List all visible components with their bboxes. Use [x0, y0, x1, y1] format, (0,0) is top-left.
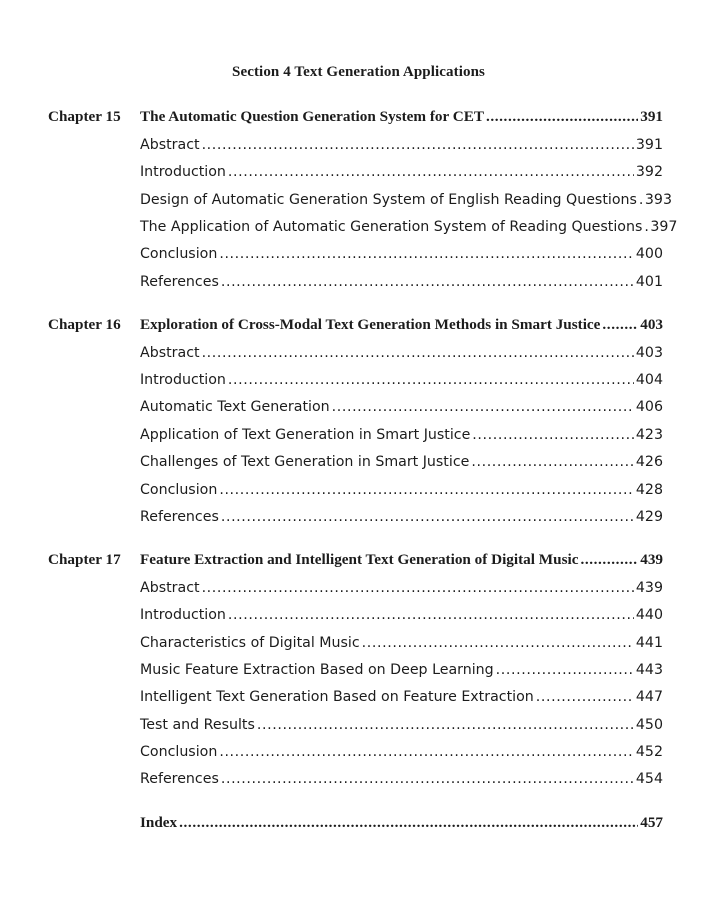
index-title: Index — [140, 814, 178, 831]
toc-entry — [140, 633, 663, 653]
chapter-16-number: Chapter 16 — [48, 316, 121, 333]
entry-title: Introduction — [140, 607, 226, 623]
page-number: 457 — [640, 814, 663, 831]
chapter-15-number: Chapter 15 — [48, 108, 121, 125]
chapter-16-title-row — [140, 315, 663, 335]
toc-entry — [140, 135, 663, 155]
dot-leader — [228, 605, 634, 625]
dot-leader — [332, 397, 634, 417]
entry-title: The Application of Automatic Generation System of Reading Questions — [140, 219, 643, 235]
dot-leader — [202, 135, 634, 155]
toc-entry — [140, 715, 663, 735]
toc-entry — [140, 217, 678, 237]
entry-title: Abstract — [140, 137, 200, 153]
dot-leader — [471, 452, 634, 472]
entry-title: Abstract — [140, 580, 200, 596]
dot-leader — [221, 272, 634, 292]
dot-leader — [257, 715, 634, 735]
toc-entry — [140, 370, 663, 390]
entry-title: Abstract — [140, 345, 200, 361]
chapter-title: Exploration of Cross-Modal Text Generation Methods in Smart Justice — [140, 316, 601, 333]
entry-title: Intelligent Text Generation Based on Feature Extraction — [140, 689, 534, 705]
toc-entry — [140, 480, 663, 500]
page-number: 429 — [635, 509, 663, 525]
page-number: 441 — [635, 635, 663, 651]
entry-title: Characteristics of Digital Music — [140, 635, 360, 651]
toc-entry — [140, 397, 663, 417]
dot-leader — [219, 480, 634, 500]
page-number: 443 — [635, 662, 663, 678]
entry-title: Introduction — [140, 372, 226, 388]
dot-leader — [179, 813, 638, 833]
page-number: 403 — [640, 316, 663, 333]
entry-title: Music Feature Extraction Based on Deep Learning — [140, 662, 494, 678]
page-number: 406 — [635, 399, 663, 415]
toc-entry — [140, 343, 663, 363]
toc-entry — [140, 162, 663, 182]
page-number: 452 — [635, 744, 663, 760]
entry-title: References — [140, 274, 219, 290]
entry-title: Conclusion — [140, 482, 218, 498]
dot-leader — [228, 370, 634, 390]
dot-leader — [580, 550, 638, 570]
toc-entry — [140, 660, 663, 680]
toc-entry — [140, 244, 663, 264]
toc-entry — [140, 769, 663, 789]
entry-title: Automatic Text Generation — [140, 399, 330, 415]
toc-entry — [140, 578, 663, 598]
dot-leader — [362, 633, 634, 653]
dot-leader — [221, 507, 634, 527]
toc-entry — [140, 425, 663, 445]
entry-title: Design of Automatic Generation System of English Reading Questions — [140, 192, 637, 208]
dot-leader — [228, 162, 634, 182]
page-number: 426 — [635, 454, 663, 470]
dot-leader — [639, 190, 643, 210]
toc-entry — [140, 687, 663, 707]
page-number: 391 — [635, 137, 663, 153]
dot-leader — [202, 343, 634, 363]
dot-leader — [486, 107, 638, 127]
chapter-17-number: Chapter 17 — [48, 551, 121, 568]
page-number: 391 — [640, 108, 663, 125]
toc-entry — [140, 452, 663, 472]
page-number: 403 — [635, 345, 663, 361]
entry-title: Conclusion — [140, 246, 218, 262]
page-number: 397 — [650, 219, 678, 235]
entry-title: Introduction — [140, 164, 226, 180]
dot-leader — [472, 425, 634, 445]
toc-entry — [140, 742, 663, 762]
page-number: 423 — [635, 427, 663, 443]
toc-entry — [140, 605, 663, 625]
toc-entry — [140, 190, 672, 210]
page-number: 404 — [635, 372, 663, 388]
dot-leader — [536, 687, 634, 707]
dot-leader — [496, 660, 634, 680]
page-number: 392 — [635, 164, 663, 180]
chapter-title: Feature Extraction and Intelligent Text Generation of Digital Music — [140, 551, 579, 568]
page-number: 428 — [635, 482, 663, 498]
dot-leader — [221, 769, 634, 789]
dot-leader — [219, 244, 634, 264]
toc-entry — [140, 507, 663, 527]
toc-entry — [140, 272, 663, 292]
entry-title: Test and Results — [140, 717, 255, 733]
chapter-title: The Automatic Question Generation System for CET — [140, 108, 484, 125]
page-number: 440 — [635, 607, 663, 623]
dot-leader — [602, 315, 638, 335]
index-row — [140, 813, 663, 833]
dot-leader — [219, 742, 634, 762]
section-title: Section 4 Text Generation Applications — [232, 64, 485, 80]
page-number: 393 — [644, 192, 672, 208]
chapter-17-title-row — [140, 550, 663, 570]
entry-title: Conclusion — [140, 744, 218, 760]
entry-title: Application of Text Generation in Smart Justice — [140, 427, 471, 443]
page-number: 450 — [635, 717, 663, 733]
page-number: 454 — [635, 771, 663, 787]
page-number: 439 — [635, 580, 663, 596]
page-number: 400 — [635, 246, 663, 262]
entry-title: References — [140, 771, 219, 787]
entry-title: Challenges of Text Generation in Smart Justice — [140, 454, 470, 470]
page-number: 401 — [635, 274, 663, 290]
dot-leader — [202, 578, 634, 598]
page-number: 447 — [635, 689, 663, 705]
page-number: 439 — [640, 551, 663, 568]
entry-title: References — [140, 509, 219, 525]
chapter-15-title-row — [140, 107, 663, 127]
dot-leader — [644, 217, 648, 237]
